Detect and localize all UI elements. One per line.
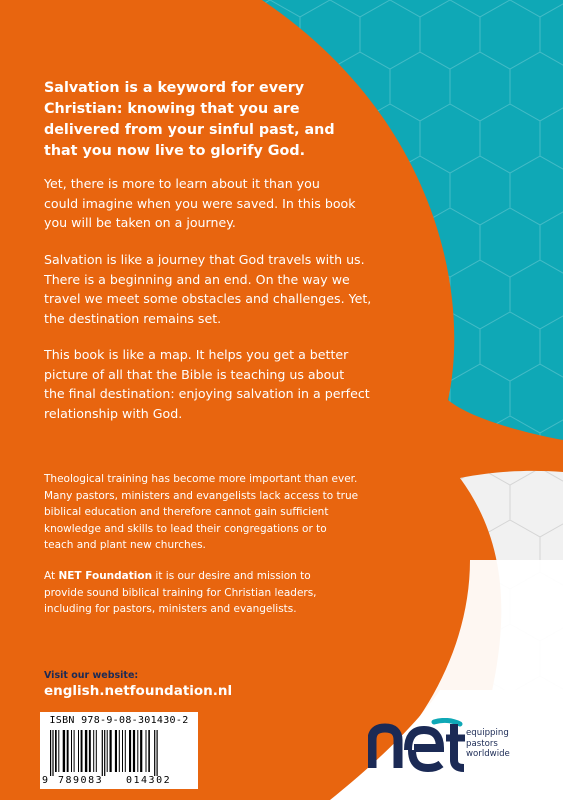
barcode-bar [133,730,135,772]
barcode-bar [115,730,117,772]
barcode-bar [157,730,158,776]
paragraph-line: picture of all that the Bible is teaching us about [44,366,345,382]
paragraph-line: Yet, there is more to learn about it than you [44,176,320,191]
barcode-bar [148,730,150,772]
website-link[interactable]: english.netfoundation.nl [44,683,233,699]
barcode-bar [140,730,142,772]
lead-line: Christian: knowing that you are [44,101,300,117]
barcode-bar [52,730,53,776]
foundation-prefix: At [44,570,59,582]
paragraph-line: you will be taken on a journey. [44,215,236,231]
isbn-text: ISBN 978-9-08-301430-2 [49,715,189,726]
paragraph-line: travel we meet some obstacles and challenges. Yet, [44,291,372,307]
paragraph-line: teach and plant new churches. [44,539,206,551]
journey-paragraph [44,250,514,328]
barcode-bar [110,730,112,772]
lead-statement [44,78,494,162]
barcode-bar [63,730,65,772]
barcode-bars [46,730,192,776]
barcode-bar [107,730,108,772]
paragraph-line: biblical education and therefore cannot gain sufficient [44,506,329,518]
tagline-line: equipping [466,728,509,738]
barcode-bar [89,730,91,772]
paragraph-line: relationship with God. [44,405,183,421]
barcode-bar [55,730,57,772]
lead-line: delivered from your sinful past, and [44,122,335,138]
barcode-bar [81,730,83,772]
website-label: Visit our website: [44,670,139,681]
paragraph-line: knowledge and skills to lead their congregations or to [44,522,327,535]
barcode-left-group: 789083 [58,775,104,786]
lead-line: Salvation is a keyword for every [44,80,305,96]
barcode-first-digit: 9 [42,775,49,786]
barcode-bar [85,730,87,772]
barcode-bar [71,730,72,772]
foundation-line-rest: it is our desire and mission to [152,570,311,582]
barcode-bar [58,730,59,772]
paragraph-line: This book is like a map. It helps you get a better [44,347,349,362]
barcode-bar [67,730,69,772]
barcode-bar [129,730,131,772]
lead-line: that you now live to glorify God. [44,143,306,159]
foundation-name: NET Foundation [58,570,153,582]
barcode-right-group: 014302 [126,775,172,786]
paragraph-line: the destination remains set. [44,310,222,326]
paragraph-line: provide sound biblical training for Christian leaders, [44,586,317,599]
barcode-bar [74,730,75,772]
barcode-bar [50,730,51,776]
barcode-bar [122,730,123,772]
paragraph-line: Salvation is like a journey that God travels with us. [44,252,365,267]
barcode-bar [96,730,97,772]
isbn-barcode [40,712,198,789]
net-logo-mark [372,720,465,768]
barcode-bar [146,730,147,772]
mission-paragraph [44,471,514,554]
barcode-bar [93,730,94,772]
logo-tagline [466,728,536,760]
barcode-bar [154,730,155,776]
map-paragraph [44,345,514,423]
barcode-bar [125,730,126,772]
intro-paragraph [44,174,464,233]
paragraph-line: including for pastors, ministers and evangelists. [44,603,297,615]
paragraph-line: There is a beginning and an end. On the way we [44,271,350,287]
tagline-line: pastors [466,738,498,749]
paragraph-line: the final destination: enjoying salvation in a perfect [44,386,370,402]
paragraph-line: Many pastors, ministers and evangelists lack access to true [44,489,359,502]
barcode-bar [78,730,79,772]
foundation-paragraph [44,568,514,618]
barcode-bar [119,730,120,772]
barcode-bar [102,730,103,776]
barcode-digits [40,775,198,787]
tagline-line: worldwide [466,749,510,759]
barcode-bar [104,730,105,776]
barcode-bar [137,730,138,772]
paragraph-line: Theological training has become more important than ever. [44,473,358,485]
paragraph-line: could imagine when you were saved. In this book [44,195,356,211]
